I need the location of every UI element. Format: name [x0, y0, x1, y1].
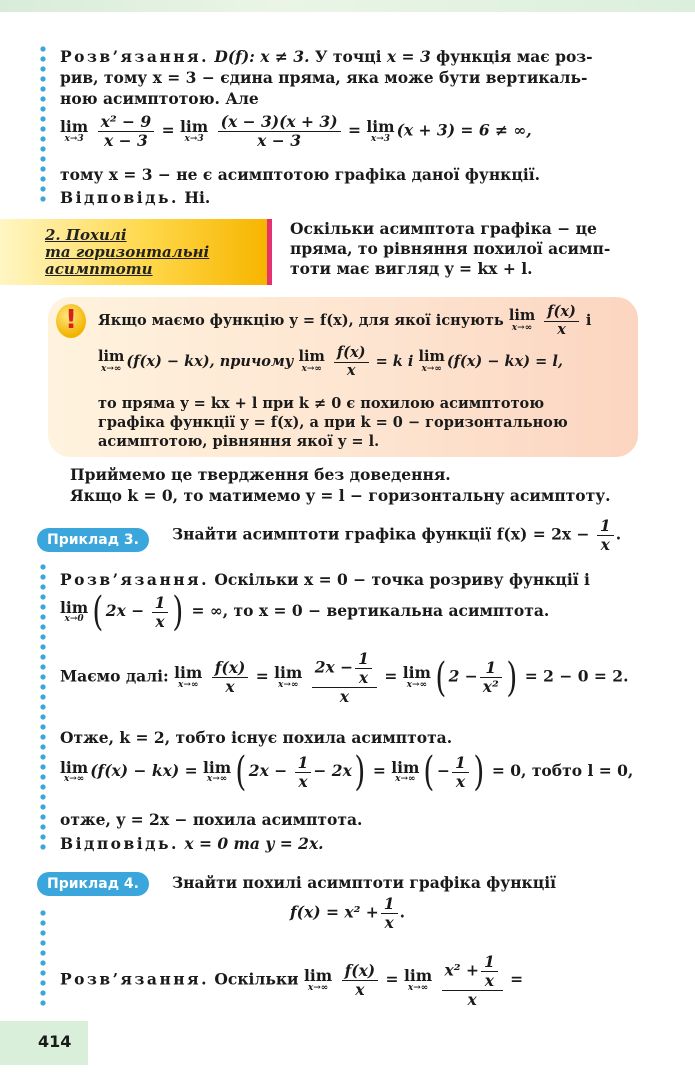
example-badge: Приклад 3.: [37, 528, 149, 552]
rule-line: Якщо маємо функцію y = f(x), для якої існують lim x→∞ $\frac{f(x)}{x}$ і: [98, 303, 592, 338]
limit-equation: Маємо далі: lim x→∞ $\frac{f(x)}{x}$ = lim x→∞ 2x − $\frac{1}{x}$ x = lim x→∞ ( 2 − $\frac{1}{\text{x²}}$ ) = 2 − 0 = 2.: [60, 649, 629, 706]
dotted-margin: [40, 562, 46, 852]
rule-line: асимптотою, рівняння якої y = l.: [98, 433, 380, 450]
limit-equation: lim x→3 $\frac{\text{x² − 9}}{x - 3}$ = lim x→3 $\frac{(x - 3)(x + 3)}{x - 3}$ = lim x→3 (x + 3) = 6 ≠ ∞,: [60, 112, 532, 150]
example-badge: Приклад 4.: [37, 872, 149, 896]
section-text: тоти має вигляд y = kx + l.: [290, 259, 533, 278]
rule-line: lim x→∞ (f(x) − kx), причому lim x→∞ $\frac{f(x)}{x}$ = k і lim x→∞ (f(x) − kx) = l,: [98, 344, 563, 379]
solution-line: Розв’язання. Оскільки x = 0 − точка розриву функції і: [60, 570, 590, 589]
rule-line: графіка функції y = f(x), а при k = 0 − горизонтальною: [98, 414, 568, 431]
limit-equation: lim x→0 ( 2x − $\frac{1}{x}$ ) = ∞, то x = 0 − вертикальна асимптота.: [60, 589, 550, 635]
formula: f(x) = x² + $\frac{1}{x}$ .: [290, 894, 405, 932]
text-line: рив, тому x = 3 − єдина пряма, яка може бути вертикаль-: [60, 68, 588, 87]
section-text: Оскільки асимптота графіка − це: [290, 219, 597, 238]
page-number: 414: [38, 1032, 72, 1051]
answer-line: Відповідь. Ні.: [60, 188, 211, 207]
solution-line: Розв’язання. Оскільки lim x→∞ $\frac{f(x)}{x}$ = lim x→∞ x² + $\frac{1}{x}$ x =: [60, 952, 524, 1009]
text-line: отже, y = 2x − похила асимптота.: [60, 810, 363, 829]
text-line: тому x = 3 − не є асимптотою графіка даної функції.: [60, 165, 540, 184]
answer-line: Відповідь. x = 0 та y = 2x.: [60, 834, 324, 853]
rule-line: то пряма y = kx + l при k ≠ 0 є похилою асимптотою: [98, 395, 545, 412]
text-line: ною асимптотою. Але: [60, 89, 259, 108]
page-number-box: [0, 1021, 88, 1065]
section-heading-box: 2. Похилі та горизонтальні асимптоти: [0, 219, 272, 285]
solution-line: Розв’язання. D(f): x ≠ 3. У точці x = 3 функція має роз-: [60, 47, 593, 66]
section-text: пряма, то рівняння похилої асимп-: [290, 239, 611, 258]
limit-equation: lim x→∞ (f(x) − kx) = lim x→∞ ( 2x − $\frac{1}{x}$ − 2x) = lim x→∞ ( − $\frac{1}{x}$ ) = 0, тобто l = 0,: [60, 749, 634, 795]
dotted-margin: [40, 908, 46, 1008]
example-task: Знайти асимптоти графіка функції f(x) = 2x − $\frac{1}{x}$ .: [172, 516, 622, 554]
text-line: Приймемо це твердження без доведення.: [70, 465, 451, 484]
text-line: Отже, k = 2, тобто існує похила асимптота.: [60, 728, 453, 747]
dotted-margin: [40, 44, 46, 204]
example-task: Знайти похилі асимптоти графіка функції: [172, 873, 556, 892]
exclamation-icon: !: [56, 304, 86, 338]
text-line: Якщо k = 0, то матимемо y = l − горизонтальну асимптоту.: [70, 486, 611, 505]
top-band: [0, 0, 695, 12]
